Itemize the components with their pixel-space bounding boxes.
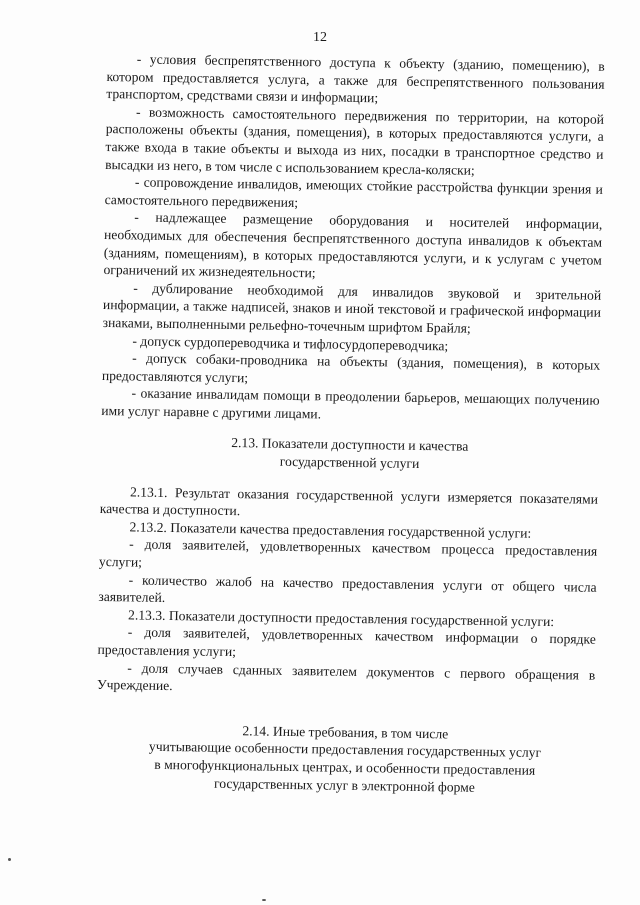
- paragraph-2-13-2: 2.13.2. Показатели качества предоставления государственной услуги:: [129, 519, 532, 541]
- list-item-information-quality: - доля заявителей, удовлетворенных качеством информации о порядке предоставления услуги;: [97, 624, 596, 660]
- list-item-escort: - сопровождение инвалидов, имеющих стойкие расстройства функции зрения и самостоятельного передвижения;: [104, 174, 603, 210]
- list-item-independent-movement: - возможность самостоятельного передвижения по территории, на которой расположены объекты (здания, помещения), в которых предоставляются услуги, а также входа в такие объекты и выхода из них, посадки в транспортное средство и высадки из него, в том числе с использованием кресла-коляски;: [105, 104, 605, 178]
- list-item-information-duplication: - дублирование необходимой для инвалидов звуковой и зрительной информации, а также надписей, знаков и иной текстовой и графической информации знаками, выполненными рельефно-точечным шрифтом Брайля;: [102, 280, 602, 336]
- section-heading-2-13-line1: 2.13. Показатели доступности и качества: [231, 435, 469, 455]
- paragraph-2-13-3: 2.13.3. Показатели доступности предоставления государственной услуги:: [128, 607, 555, 629]
- list-item-satisfied-applicants: - доля заявителей, удовлетворенных качеством процесса предоставления услуги;: [98, 536, 598, 570]
- list-item-equipment-placement: - надлежащее размещение оборудования и носителей информации, необходимых для обеспечения беспрепятственного доступа инвалидов к объектам (зданиям, помещениям), в которых предоставляются услуги, и к услугам с учетом ограничений их жизнедеятельности;: [103, 209, 603, 281]
- section-heading-2-14-line4: государственных услуг в электронной форме: [214, 775, 475, 795]
- list-item-complaints: - количество жалоб на качество предоставления услуги от общего числа заявителей.: [98, 572, 597, 606]
- section-heading-2-13: [100, 432, 598, 475]
- list-item-assistance: - оказание инвалидам помощи в преодолении барьеров, мешающих получению ими услуг наравне с другими лицами.: [101, 385, 600, 422]
- page-number: 12: [313, 30, 327, 45]
- section-heading-2-14: [95, 720, 594, 798]
- scan-speck-bottom: [262, 899, 266, 901]
- list-item-accessibility-conditions: - условия беспрепятственного доступа к объекту (зданию, помещению), в котором предоставляется услуга, а также для беспрепятственного пользования транспортом, средствами связи и информации;: [106, 51, 605, 106]
- paragraph-2-13-1: 2.13.1. Результат оказания государственной услуги измеряется показателями качества и доступности.: [99, 484, 599, 519]
- list-item-first-visit-documents: - доля случаев сданных заявителем документов с первого обращения в Учреждение.: [96, 659, 596, 694]
- scan-speck: [8, 858, 11, 861]
- list-item-sign-interpreter: - допуск сурдопереводчика и тифлосурдопереводчика;: [132, 332, 449, 353]
- document-body: [95, 50, 605, 798]
- list-item-guide-dog: - допуск собаки-проводника на объекты (здания, помещения), в которых предоставляются услуги;: [101, 350, 601, 385]
- section-heading-2-14-line1: 2.14. Иные требования, в том числе: [242, 722, 449, 742]
- section-heading-2-14-line3: в многофункциональных центрах, и особенности предоставления: [154, 756, 536, 778]
- section-heading-2-13-line2: государственной услуги: [279, 453, 420, 472]
- section-heading-2-14-line2: учитывающие особенности предоставления государственных услуг: [148, 739, 542, 761]
